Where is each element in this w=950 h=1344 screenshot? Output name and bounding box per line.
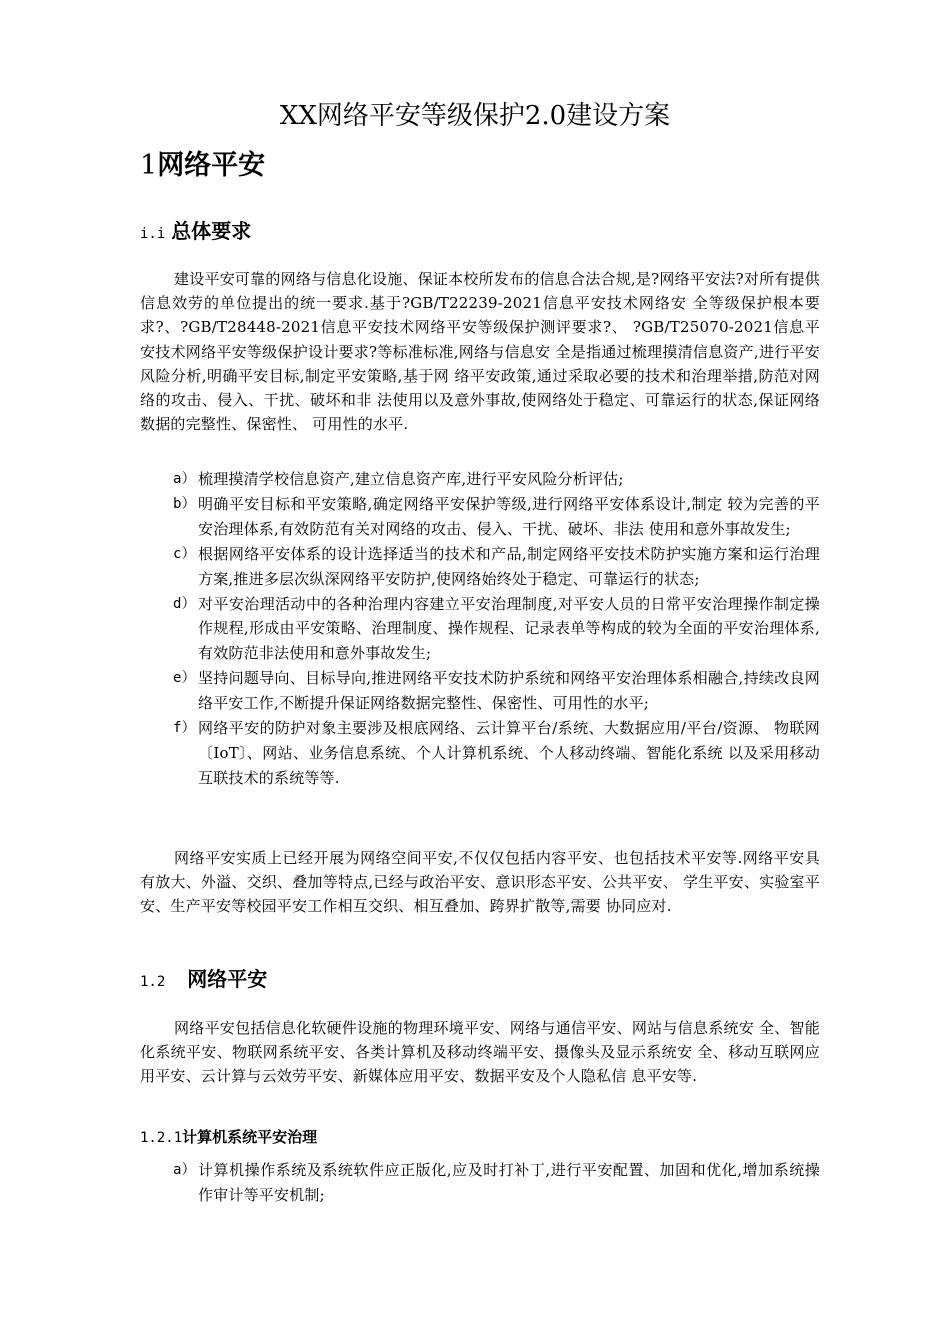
chapter-heading <box>140 146 265 186</box>
document-title: XX网络平安等级保护2.0建设方案 <box>279 101 671 131</box>
closing-paragraph: 网络平安实质上已经开展为网络空间平安,不仅仅包括内容平安、也包括技术平安等.网络平安具有放大、外溢、交织、叠加等特点,已经与政治平安、意识形态平安、公共平安、 学生平安、实验室平安、生产平安等校园平安工作相互交织、相互叠加、跨界扩散等,需要 协同应对. <box>140 849 820 916</box>
network-security-paragraph: 网络平安包括信息化软硬件设施的物理环境平安、网络与通信平安、网站与信息系统安 全、智能化系统平安、物联网系统平安、各类计算机及移动终端平安、摄像头及显示系统安 全、移动互联网应用平安、云计算与云效劳平安、新媒体应用平安、数据平安及个人隐私信 息平安等. <box>140 1019 820 1086</box>
list-item-text: 网络平安的防护对象主要涉及根底网络、云计算平台/系统、大数据应用/平台/资源、 物联网〔IoT〕、网站、业务信息系统、个人计算机系统、个人移动终端、智能化系统 以及采用移动互联技术的系统等等. <box>198 719 820 787</box>
list-marker: f） <box>173 720 196 737</box>
list-marker: a） <box>173 1162 196 1178</box>
section-title: 网络平安 <box>187 967 268 991</box>
list-item <box>140 492 820 542</box>
chapter-title: 网络平安 <box>157 150 266 181</box>
requirements-list <box>140 467 820 791</box>
subsection-heading-1-2-1 <box>140 1124 317 1151</box>
list-item <box>140 592 820 667</box>
list-marker: c） <box>173 545 196 562</box>
section-heading-1-1 <box>140 216 251 249</box>
list-item <box>140 716 820 791</box>
section-title: 总体要求 <box>171 219 252 243</box>
list-item-text: 明确平安目标和平安策略,确定网络平安保护等级,进行网络平安体系设计,制定 较为完善的平安治理体系,有效防范有关对网络的攻击、侵入、干扰、破坏、非法 使用和意外事故发生; <box>198 494 820 538</box>
list-item <box>140 666 820 716</box>
list-item-text: 坚持问题导向、目标导向,推进网络平安技术防护系统和网络平安治理体系相融合,持续改良网络平安工作,不断提升保证网络数据完整性、保密性、可用性的水平; <box>198 669 820 713</box>
computer-security-list <box>140 1158 820 1208</box>
list-item-text: 对平安治理活动中的各种治理内容建立平安治理制度,对平安人员的日常平安治理操作制定操作规程,形成由平安策略、治理制度、操作规程、记录表单等构成的较为全面的平安治理体系,有效防范非法使用和意外事故发生; <box>198 594 820 663</box>
section-number: 1.2 <box>140 974 166 990</box>
intro-paragraph: 建设平安可靠的网络与信息化设施、保证本校所发布的信息合法合规,是?网络平安法?对所有提供信息效劳的单位提出的统一要求.基于?GB/T22239-2021信息平安技术网络安 全等级保护根本要求?、?GB/T28448-2021信息平安技术网络平安等级保护测评要求?、 ?GB/T25070-2021信息平安技术网络平安等级保护设计要求?等标准标准,网络与信息安 全是指通过梳理摸清信息资产,进行平安风险分析,明确平安目标,制定平安策略,基于网 络平安政策,通过采取必要的技术和治理举措,防范对网络的攻击、侵入、干扰、破坏和非 法使用以及意外事故,使网络处于稳定、可靠运行的状态,保证网络数据的完整性、保密性、 可用性的水平. <box>140 270 820 434</box>
list-item <box>140 467 820 492</box>
list-item-text: 计算机操作系统及系统软件应正版化,应及时打补丁,进行平安配置、加固和优化,增加系统操作审计等平安机制; <box>198 1161 820 1204</box>
list-marker: a） <box>173 471 196 487</box>
list-marker: b） <box>173 495 196 512</box>
list-item-text: 根据网络平安体系的设计选择适当的技术和产品,制定网络平安技术防护实施方案和运行治理方案,推进多层次纵深网络平安防护,使网络始终处于稳定、可靠运行的状态; <box>198 544 820 588</box>
subsection-title: 计算机系统平安治理 <box>182 1128 318 1146</box>
list-marker: e） <box>173 670 196 687</box>
list-marker: d） <box>173 595 196 612</box>
subsection-number: 1.2.1 <box>140 1130 183 1146</box>
list-item-text: 梳理摸清学校信息资产,建立信息资产库,进行平安风险分析评估; <box>198 470 624 488</box>
list-item <box>140 542 820 592</box>
list-item <box>140 1158 820 1208</box>
section-number: i.i <box>140 226 166 242</box>
chapter-number: 1 <box>140 150 158 181</box>
section-heading-1-2 <box>140 964 267 997</box>
